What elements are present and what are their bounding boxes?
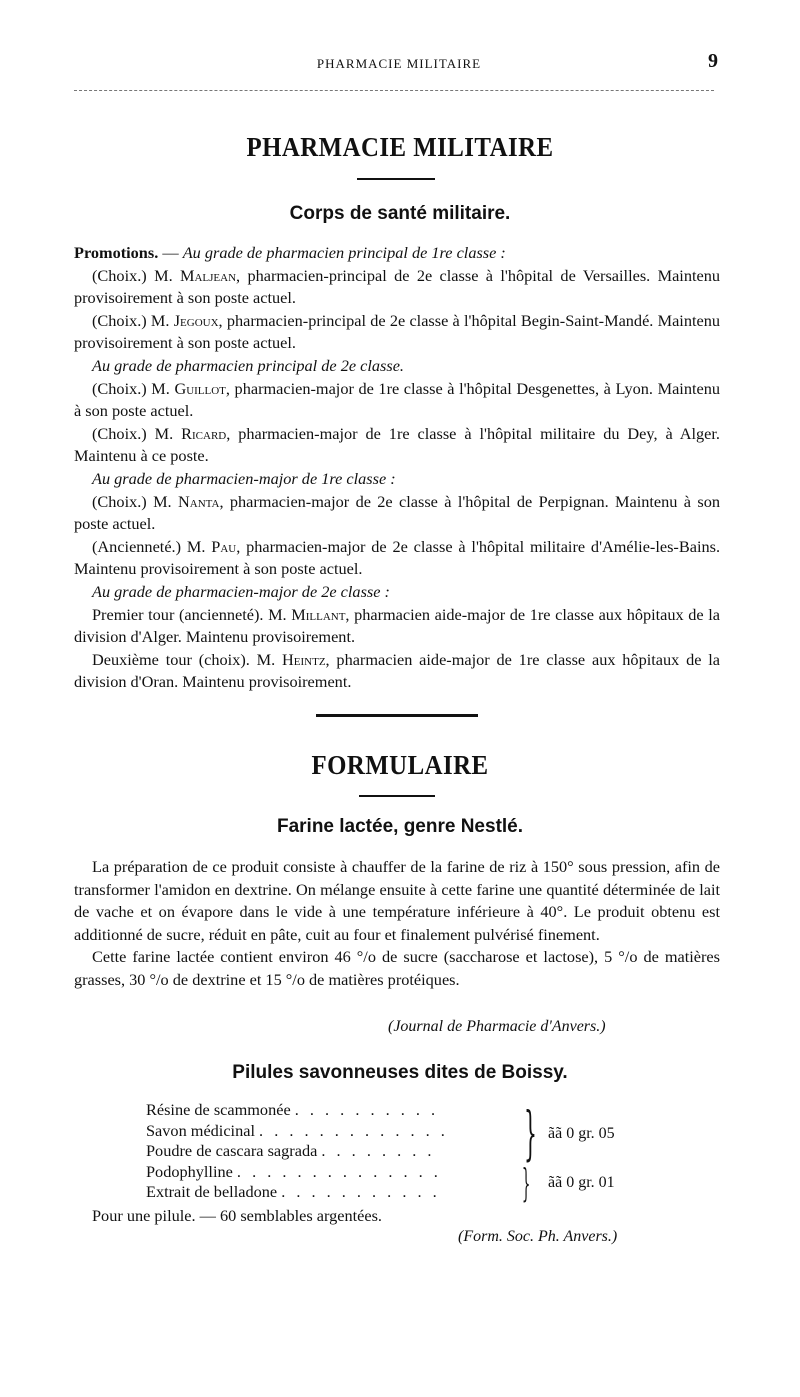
grade-heading-3: Au grade de pharmacien-major de 1re classe : (92, 468, 396, 488)
ingredient-row (146, 1162, 441, 1183)
ingredient-name: Podophylline (146, 1161, 233, 1181)
entry-text: , pharmacien aide-major de 1re classe aux hôpitaux de la division d'Oran. Maintenu provisoirement. (74, 649, 720, 692)
entry-name: Millant (291, 604, 346, 624)
entry-text: , pharmacien aide-major de 1re classe aux hôpitaux de la division d'Alger. Maintenu provisoirement. (74, 604, 720, 647)
promotion-entry (74, 378, 720, 423)
pill-instructions: Pour une pilule. — 60 semblables argentées. (92, 1206, 382, 1225)
leader-dots: . . . . . . . . (321, 1141, 435, 1160)
leader-dots: . . . . . . . . . . . . . . (236, 1161, 442, 1181)
promotion-entry (74, 265, 720, 310)
entry-name: Guillot (174, 378, 226, 398)
brace-group-1: } (523, 1099, 537, 1167)
entry-name: Jegoux (173, 310, 219, 330)
title-underline (357, 178, 435, 180)
grade-heading-1: Au grade de pharmacien principal de 1re classe : (182, 243, 506, 262)
paragraph: Cette farine lactée contient environ 46 °/o de sucre (saccharose et lactose), 5 °/o de matières grasses, 30 °/o de dextrine et 15 °/o de matières protéiques. (74, 947, 720, 989)
citation-journal: (Journal de Pharmacie d'Anvers.) (388, 1018, 606, 1035)
entry-name: Heintz (282, 649, 326, 669)
paragraph: La préparation de ce produit consiste à chauffer de la farine de riz à 150° sous pression, afin de transformer l'amidon en dextrine. On mélange ensuite à cette farine une quantité déterminée de lait de vache et on évapore dans le vide à une température inférieure à 40°. Le produit obtenu est additionné de sucre, réduit en pâte, cuit au four et finalement pulvérisé finement. (74, 857, 720, 944)
promotion-entry (74, 491, 720, 536)
ingredient-name: Résine de scammonée (146, 1100, 291, 1119)
ingredient-row (146, 1141, 435, 1162)
section-subtitle-corps-de-sante: Corps de santé militaire. (289, 203, 511, 224)
leader-dots: . . . . . . . . . . . (281, 1182, 441, 1201)
recipe-title-farine-lactee: Farine lactée, genre Nestlé. (276, 816, 524, 837)
brace-group-2: } (521, 1161, 531, 1205)
entry-prefix: (Choix.) M. (92, 491, 178, 511)
entry-prefix: Premier tour (ancienneté). M. (92, 604, 292, 624)
promotions-heading (74, 242, 720, 265)
promotion-entry (74, 649, 720, 694)
citation-form-soc: (Form. Soc. Ph. Anvers.) (458, 1228, 618, 1245)
promotions-block (74, 242, 720, 694)
ingredient-row (146, 1182, 440, 1203)
quantity-group-2: ãã 0 gr. 01 (548, 1174, 615, 1191)
ingredient-name: Poudre de cascara sagrada (146, 1141, 318, 1160)
ingredient-row (146, 1100, 439, 1121)
section-title-pharmacie-militaire: PHARMACIE MILITAIRE (246, 132, 554, 162)
entry-name: Maljean (180, 265, 237, 285)
grade-heading-2: Au grade de pharmacien principal de 2e classe. (92, 355, 404, 375)
ingredient-name: Extrait de belladone (146, 1182, 278, 1201)
entry-text: , pharmacien-major de 2e classe à l'hôpital militaire d'Amélie-les-Bains. Maintenu provisoirement à son poste actuel. (74, 536, 721, 579)
entry-prefix: (Choix.) M. (92, 265, 181, 285)
quantity-group-1: ãã 0 gr. 05 (548, 1125, 615, 1142)
promotion-entry (74, 536, 720, 581)
section-title-formulaire: FORMULAIRE (311, 750, 489, 780)
leader-dots: . . . . . . . . . . (294, 1100, 439, 1119)
entry-prefix: (Ancienneté.) M. (92, 536, 212, 556)
entry-text: , pharmacien-major de 2e classe à l'hôpital de Perpignan. Maintenu à son poste actuel. (74, 491, 721, 534)
section-divider (316, 714, 478, 717)
entry-name: Pau (211, 536, 237, 556)
recipe-title-pilules: Pilules savonneuses dites de Boissy. (232, 1062, 568, 1083)
promotion-entry (74, 310, 720, 355)
running-title: PHARMACIE MILITAIRE (316, 56, 482, 71)
header-divider (74, 90, 714, 91)
ingredient-name: Savon médicinal (146, 1120, 255, 1140)
promotions-label: Promotions. (74, 243, 159, 262)
page-number: 9 (708, 50, 718, 72)
entry-prefix: (Choix.) M. (92, 310, 174, 330)
entry-text: , pharmacien-principal de 2e classe à l'hôpital de Versailles. Maintenu provisoirement à son poste actuel. (74, 265, 721, 308)
grade-heading-4: Au grade de pharmacien-major de 2e classe : (92, 581, 390, 601)
entry-prefix: Deuxième tour (choix). M. (92, 649, 283, 669)
promotion-entry (74, 423, 720, 468)
leader-dots: . . . . . . . . . . . . . (259, 1120, 449, 1140)
entry-text: , pharmacien-principal de 2e classe à l'hôpital Begin-Saint-Mandé. Maintenu provisoirement à son poste actuel. (74, 310, 720, 353)
promotion-entry (74, 604, 720, 649)
farine-lactee-text (74, 856, 720, 992)
ingredient-row (146, 1121, 448, 1142)
entry-name: Nanta (178, 491, 220, 511)
entry-prefix: (Choix.) M. (92, 423, 182, 443)
dash: — (158, 243, 183, 262)
entry-prefix: (Choix.) M. (92, 378, 175, 398)
entry-text: , pharmacien-major de 1re classe à l'hôpital Desgenettes, à Lyon. Maintenu à son poste actuel. (74, 378, 720, 421)
entry-name: Ricard (181, 423, 227, 443)
title-underline (359, 795, 435, 797)
entry-text: , pharmacien-major de 1re classe à l'hôpital militaire du Dey, à Alger. Maintenu à ce poste. (74, 423, 720, 466)
running-head (74, 50, 724, 78)
